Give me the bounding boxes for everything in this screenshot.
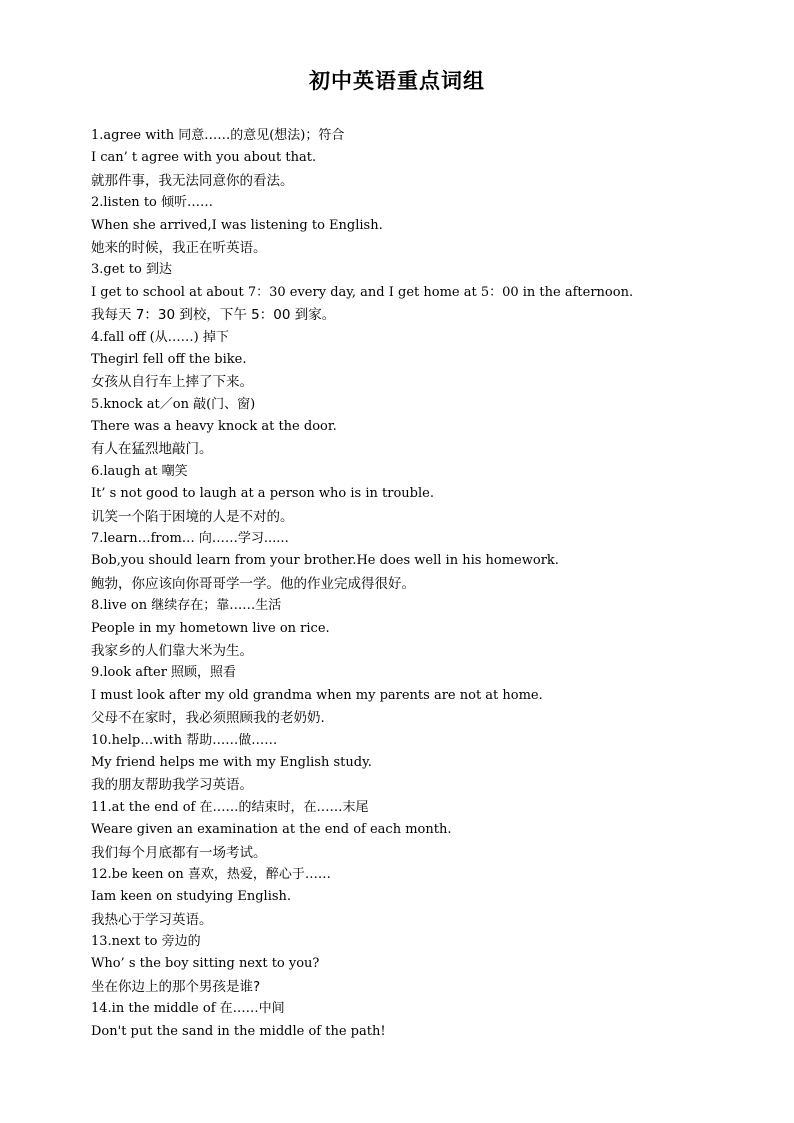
chinese-translation: 她来的时候，我正在听英语。	[91, 239, 267, 256]
english-example: Thegirl fell off the bike.	[91, 351, 247, 367]
chinese-translation: 鲍勃，你应该向你哥哥学一学。他的作业完成得很好。	[91, 575, 415, 592]
phrase-heading: 9.look after 照顾，照看	[91, 665, 237, 681]
chinese-translation: 就那件事，我无法同意你的看法。	[91, 172, 294, 189]
phrase-heading: 11.at the end of 在……的结束时，在……末尾	[91, 799, 369, 815]
chinese-translation: 有人在猛烈地敲门。	[91, 441, 213, 458]
phrase-heading: 10.help…with 帮助……做……	[91, 732, 278, 748]
phrase-heading: 12.be keen on 喜欢，热爱，醉心于……	[91, 866, 331, 882]
phrase-heading: 8.live on 继续存在；靠……生活	[91, 598, 282, 614]
chinese-translation: 我每天 7：30 到校，下午 5：00 到家。	[91, 307, 336, 324]
phrase-heading: 6.laugh at 嘲笑	[91, 463, 188, 479]
phrase-heading: 1.agree with 同意……的意见(想法)；符合	[91, 128, 345, 143]
phrase-heading: 7.learn…from… 向……学习......	[91, 531, 289, 547]
english-example: Weare given an examination at the end of each month.	[91, 822, 452, 838]
chinese-translation: 坐在你边上的那个男孩是谁?	[91, 978, 261, 995]
english-example: It’ s not good to laugh at a person who is in trouble.	[91, 486, 434, 502]
document-title: 初中英语重点词组	[309, 69, 485, 93]
english-example: There was a heavy knock at the door.	[91, 419, 337, 435]
english-example: I can’ t agree with you about that.	[91, 150, 317, 166]
chinese-translation: 我家乡的人们靠大米为生。	[91, 642, 253, 659]
phrase-heading: 2.listen to 倾听……	[91, 195, 213, 211]
chinese-translation: 我们每个月底都有一场考试。	[91, 844, 267, 861]
phrase-heading: 5.knock at／on 敲(门、窗)	[91, 396, 256, 412]
phrase-heading: 13.next to 旁边的	[91, 934, 201, 950]
english-example: Don't put the sand in the middle of the path!	[91, 1023, 386, 1039]
phrase-heading: 4.fall off (从……) 掉下	[91, 329, 229, 345]
english-example: People in my hometown live on rice.	[91, 620, 330, 636]
chinese-translation: 父母不在家时，我必须照顾我的老奶奶.	[91, 710, 325, 727]
chinese-translation: 女孩从自行车上摔了下来。	[91, 374, 253, 391]
english-example: I must look after my old grandma when my parents are not at home.	[91, 687, 543, 703]
english-example: My friend helps me with my English study.	[91, 754, 372, 770]
phrase-list	[91, 125, 781, 1043]
english-example: Bob,you should learn from your brother.He does well in his homework.	[91, 553, 559, 569]
english-example: Who’ s the boy sitting next to you?	[91, 956, 320, 972]
chinese-translation: 我热心于学习英语。	[91, 911, 213, 928]
english-example: Iam keen on studying English.	[91, 889, 292, 905]
english-example: When she arrived,I was listening to English.	[91, 217, 383, 233]
phrase-heading: 14.in the middle of 在……中间	[91, 1001, 285, 1017]
chinese-translation: 我的朋友帮助我学习英语。	[91, 777, 253, 794]
chinese-translation: 讥笑一个陷于困境的人是不对的。	[91, 508, 294, 525]
english-example: I get to school at about 7：30 every day, and I get home at 5：00 in the afternoon.	[91, 284, 634, 300]
phrase-heading: 3.get to 到达	[91, 262, 172, 278]
